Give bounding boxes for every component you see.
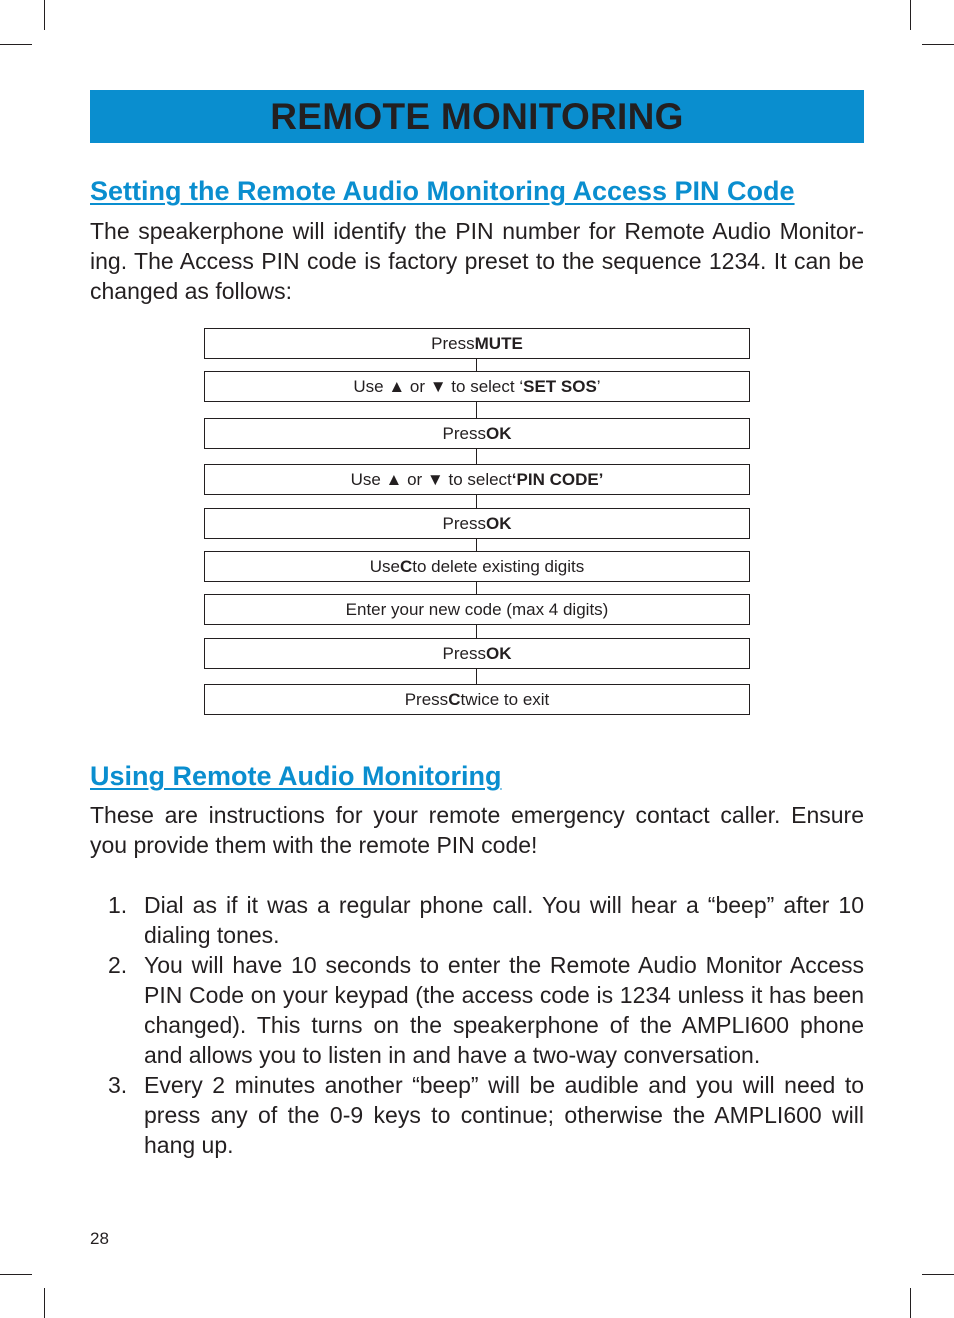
flow-step <box>204 684 750 715</box>
flow-connector <box>476 402 477 418</box>
title-banner <box>90 90 864 143</box>
section-intro-remote-monitoring: These are instructions for your remote emergency contact caller. Ensure you provide them with the remote PIN code! <box>90 802 864 858</box>
flow-step <box>204 594 750 625</box>
list-item-number-text: 1. <box>108 892 128 918</box>
section-heading-pin-code: Setting the Remote Audio Monitoring Access PIN Code <box>90 176 795 206</box>
flow-step-text: Press <box>404 689 449 709</box>
flow-step-text: twice to exit <box>460 689 550 709</box>
flow-step <box>204 638 750 669</box>
flow-step-text: Use ▲ or ▼ to select ‘ <box>353 376 524 396</box>
flow-step-text: Press <box>442 643 486 663</box>
page-number: 28 <box>90 1229 109 1248</box>
flow-connector <box>476 359 477 371</box>
section-intro-pin-code: The speakerphone will identify the PIN number for Remote Audio Monitor-ing. The Access PIN code is factory preset to the sequence 1234. It can be changed as follows: <box>90 218 864 304</box>
list-item-text: You will have 10 seconds to enter the Remote Audio Monitor Access PIN Code on your keypad (the access code is 1234 unless it has been changed). This turns on the speakerphone of the AMPLI600 phone and allows you to listen in and have a two-way conversation. <box>144 952 864 1068</box>
flow-step <box>204 371 750 402</box>
flow-step-keyword: OK <box>485 423 512 443</box>
flow-step-keyword: ‘PIN CODE’ <box>511 469 604 489</box>
flow-step-keyword: C <box>399 556 413 576</box>
flow-step <box>204 508 750 539</box>
flow-step-text: Press <box>442 423 486 443</box>
list-item <box>90 950 864 1070</box>
flow-step-text: ’ <box>596 376 601 396</box>
flow-step-keyword: C <box>448 689 461 709</box>
pin-setup-flowchart <box>204 328 750 716</box>
flow-connector <box>476 582 477 594</box>
list-item <box>90 890 864 950</box>
crop-mark <box>922 1274 954 1275</box>
list-item-number <box>90 950 144 1070</box>
list-item-text: Dial as if it was a regular phone call. You will hear a “beep” after 10 dialing tones. <box>144 892 864 948</box>
flow-step-text: Use <box>369 556 400 576</box>
flow-step-text: to delete existing digits <box>412 556 585 576</box>
flow-step <box>204 551 750 582</box>
list-item-number-text: 3. <box>108 1072 128 1098</box>
flow-connector <box>476 539 477 551</box>
flow-step-keyword: OK <box>485 513 512 533</box>
flow-connector <box>476 625 477 638</box>
crop-mark <box>44 0 45 30</box>
flow-step <box>204 418 750 449</box>
crop-mark <box>0 44 32 45</box>
flow-step-text: Press <box>431 333 475 353</box>
flow-step-text: Use ▲ or ▼ to select <box>350 469 512 489</box>
crop-mark <box>910 1288 911 1318</box>
flow-step-text: Press <box>442 513 486 533</box>
crop-mark <box>910 0 911 30</box>
flow-step-keyword: SET SOS <box>523 376 597 396</box>
list-item-number <box>90 890 144 950</box>
crop-mark <box>0 1274 32 1275</box>
page-title: REMOTE MONITORING <box>270 95 684 137</box>
crop-mark <box>922 44 954 45</box>
flow-step-text: Enter your new code (max 4 digits) <box>345 599 609 619</box>
flow-step-keyword: OK <box>485 643 512 663</box>
crop-mark <box>44 1288 45 1318</box>
flow-connector <box>476 495 477 508</box>
flow-connector <box>476 669 477 684</box>
instruction-list <box>90 890 864 1160</box>
list-item-number-text: 2. <box>108 952 128 978</box>
list-item-number <box>90 1070 144 1160</box>
flow-step-keyword: MUTE <box>474 333 523 353</box>
list-item <box>90 1070 864 1160</box>
flow-step <box>204 328 750 359</box>
list-item-text: Every 2 minutes another “beep” will be audible and you will need to press any of the 0-9 keys to continue; otherwise the AMPLI600 will hang up. <box>144 1072 864 1158</box>
section-heading-remote-monitoring: Using Remote Audio Monitoring <box>90 761 502 791</box>
flow-connector <box>476 449 477 464</box>
flow-step <box>204 464 750 495</box>
